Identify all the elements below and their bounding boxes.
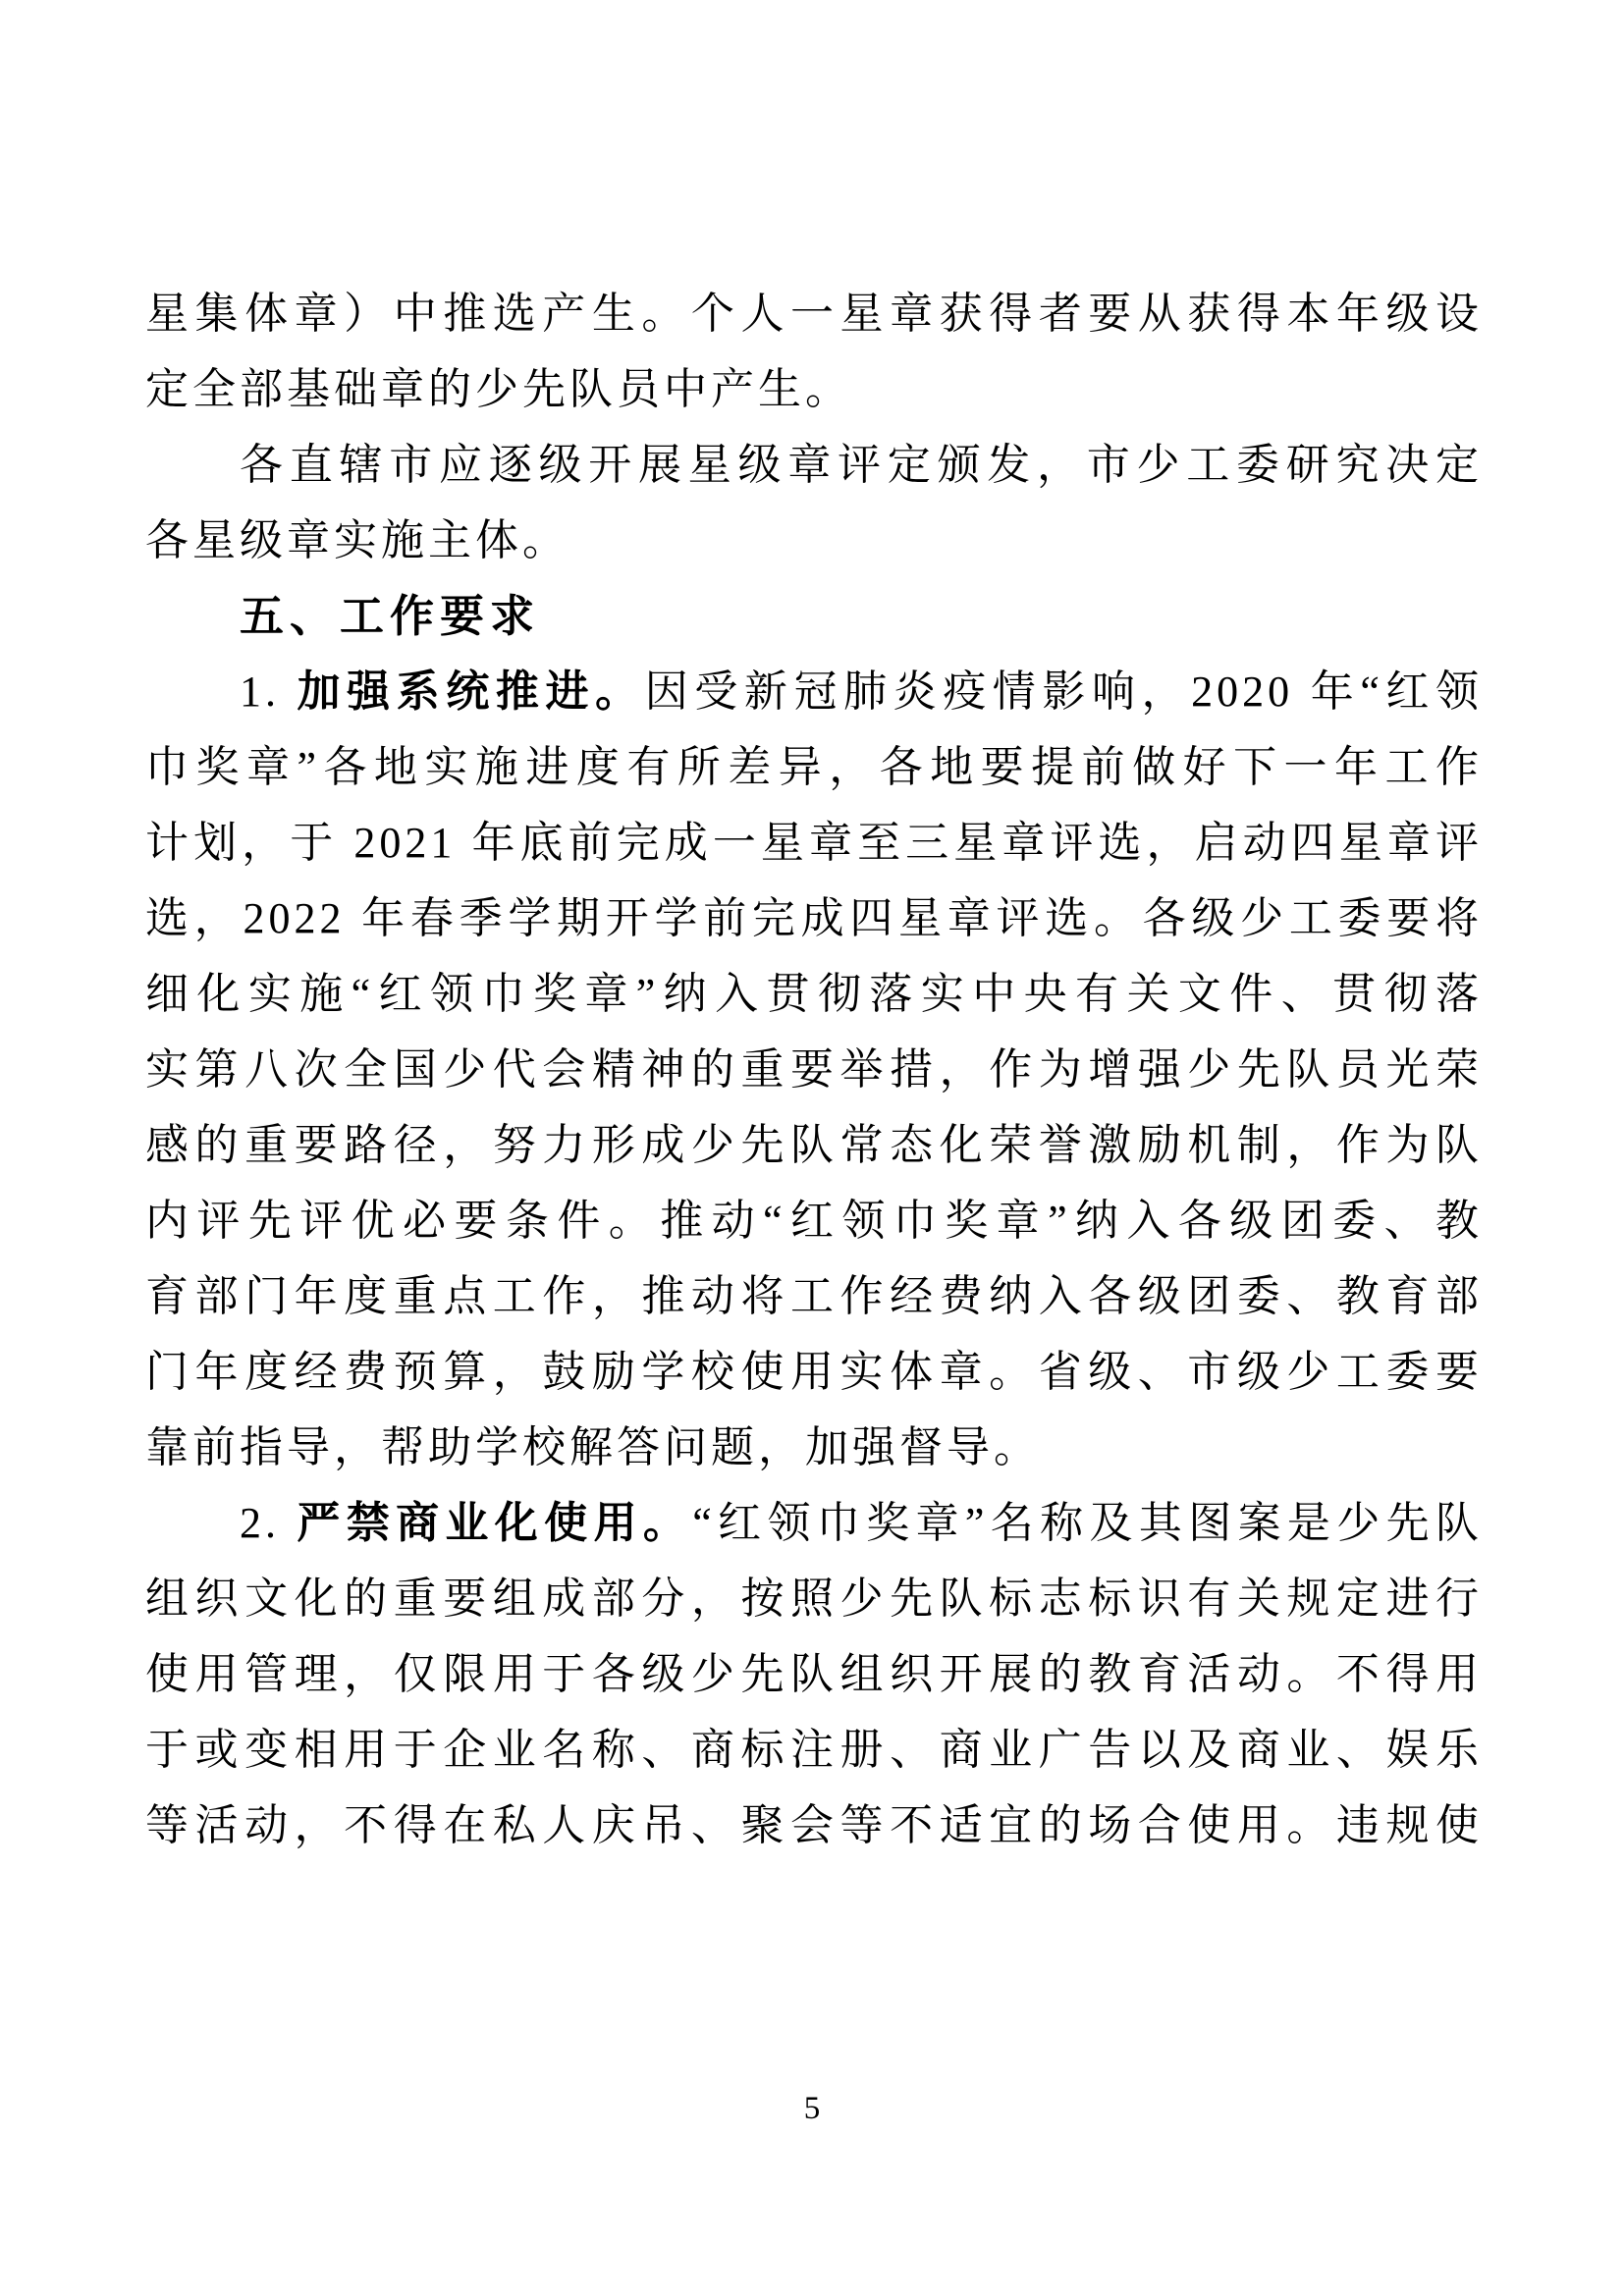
text-line: [145, 1258, 1483, 1334]
page-number: 5: [803, 2091, 821, 2126]
text-segment: 组织文化的重要组成部分，按照少先队标志标识有关规定进行: [145, 1575, 1483, 1623]
text-line: [145, 654, 1483, 729]
document-body: [145, 276, 1483, 1863]
text-segment: 实第八次全国少代会精神的重要举措，作为增强少先队员光荣: [145, 1045, 1483, 1094]
section-heading: 五、工作要求: [240, 591, 541, 641]
text-segment: 各直辖市应逐级开展星级章评定颁发，市少工委研究决定: [240, 441, 1483, 489]
text-segment: 计划，于 2021 年底前完成一星章至三星章评选，启动四星章评: [145, 819, 1483, 867]
text-segment: 门年度经费预算，鼓励学校使用实体章。省级、市级少工委要: [145, 1348, 1483, 1396]
text-segment: 星集体章）中推选产生。个人一星章获得者要从获得本年级设: [145, 290, 1483, 338]
text-line: [145, 1107, 1483, 1183]
text-segment: 2.: [240, 1499, 298, 1547]
text-line: [145, 729, 1483, 805]
text-segment: 等活动，不得在私人庆吊、聚会等不适宜的场合使用。违规使: [145, 1801, 1483, 1849]
text-segment: 使用管理，仅限用于各级少先队组织开展的教育活动。不得用: [145, 1650, 1483, 1698]
text-segment: 细化实施“红领巾奖章”纳入贯彻落实中央有关文件、贯彻落: [145, 970, 1483, 1018]
text-segment: 各星级章实施主体。: [145, 516, 569, 564]
text-segment: 巾奖章”各地实施进度有所差异，各地要提前做好下一年工作: [145, 743, 1483, 791]
text-segment: “红领巾奖章”名称及其图案是少先队: [692, 1499, 1483, 1547]
text-segment: 靠前指导，帮助学校解答问题，加强督导。: [145, 1423, 1041, 1471]
text-line: [145, 427, 1483, 503]
text-segment: 选，2022 年春季学期开学前完成四星章评选。各级少工委要将: [145, 894, 1483, 942]
text-line: [145, 1788, 1483, 1863]
text-line: [145, 1183, 1483, 1258]
text-segment: 内评先评优必要条件。推动“红领巾奖章”纳入各级团委、教: [145, 1197, 1483, 1245]
text-line: [145, 503, 1483, 578]
text-line: [145, 1334, 1483, 1410]
text-segment: 因受新冠肺炎疫情影响，2020 年“红领: [644, 667, 1483, 716]
text-line: [145, 1561, 1483, 1636]
text-line: [145, 276, 1483, 351]
text-line: [145, 351, 1483, 427]
text-segment: 1.: [240, 667, 298, 716]
text-segment: 育部门年度重点工作，推动将工作经费纳入各级团委、教育部: [145, 1272, 1483, 1320]
text-line: [145, 805, 1483, 881]
text-line: [145, 1485, 1483, 1561]
text-line: [145, 1410, 1483, 1485]
text-segment: 严禁商业化使用。: [297, 1499, 693, 1547]
text-line: [145, 956, 1483, 1032]
text-line: [145, 881, 1483, 956]
text-segment: 加强系统推进。: [297, 667, 645, 716]
text-line: [145, 578, 1483, 654]
text-segment: 于或变相用于企业名称、商标注册、商业广告以及商业、娱乐: [145, 1726, 1483, 1774]
text-segment: 定全部基础章的少先队员中产生。: [145, 365, 852, 413]
text-line: [145, 1712, 1483, 1788]
text-line: [145, 1032, 1483, 1107]
text-segment: 感的重要路径，努力形成少先队常态化荣誉激励机制，作为队: [145, 1121, 1483, 1169]
text-line: [145, 1636, 1483, 1712]
